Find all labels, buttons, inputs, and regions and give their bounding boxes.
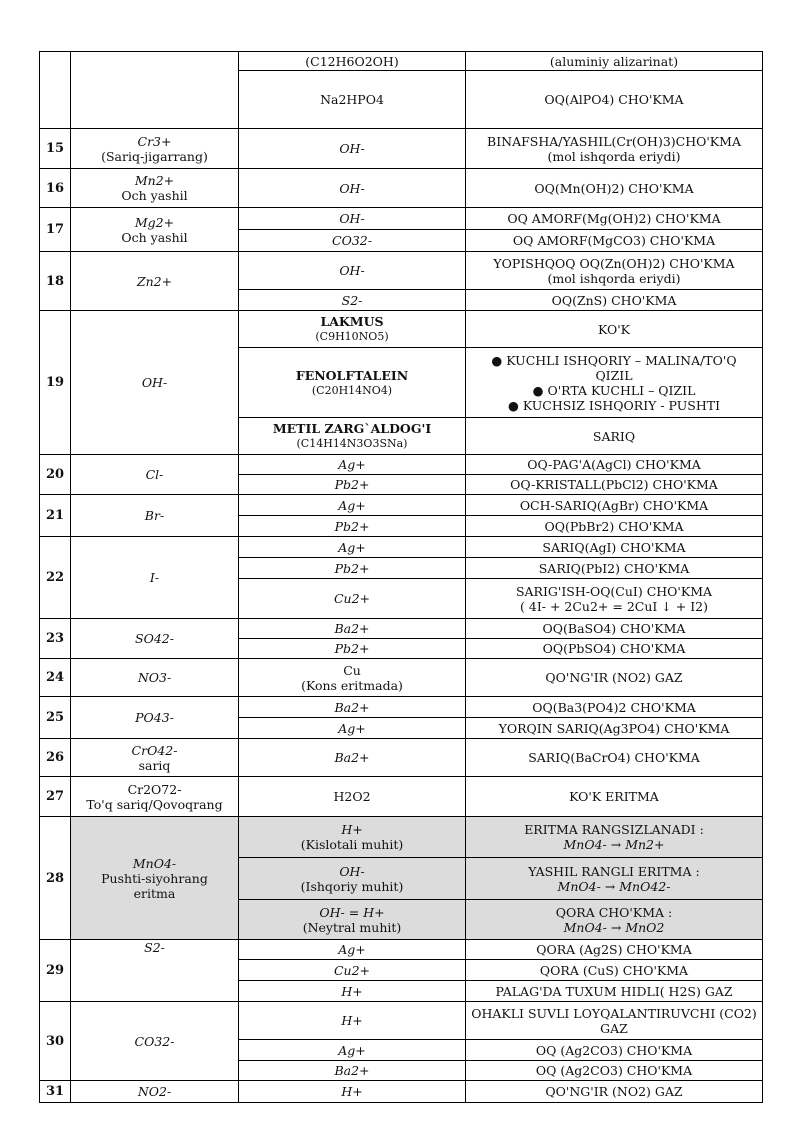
result-cell: OQ(Ba3(PO4)2 CHO'KMA [466,697,763,718]
ion-cell [71,52,239,129]
result-line: QORA CHO'KMA : [555,904,673,920]
reagent-formula: OH- [339,863,365,879]
number-cell: 24 [40,659,71,697]
reagent-cell: OH- [239,252,466,290]
ion-cell: NO3- [71,659,239,697]
indicator-formula: (C14H14N3O3SNa) [296,437,408,450]
reagent-cell: Pb2+ [239,516,466,537]
number-cell: 31 [40,1081,71,1103]
reagent-cell: H+ [239,1002,466,1040]
reagent-cell: CO32- [239,230,466,252]
result-cell: (aluminiy alizarinat) [466,52,763,71]
number-cell: 26 [40,739,71,777]
reagent-formula: Cu [343,662,361,678]
ion-cell: S2- [71,940,239,1002]
result-cell: OQ(PbSO4) CHO'KMA [466,639,763,659]
reagent-cell: Cu2+ [239,960,466,981]
reagent-formula: OH- = H+ [319,904,385,920]
indicator-formula: (C20H14NO4) [311,383,393,397]
reagent-cell: Ba2+ [239,739,466,777]
result-cell: OQ AMORF(MgCO3) CHO'KMA [466,230,763,252]
reagent-cell: OH- [239,169,466,208]
ion-formula: CrO42- [131,742,178,758]
ion-cell [71,208,239,252]
ion-cell: I- [71,537,239,619]
result-cell: OQ(ZnS) CHO'KMA [466,290,763,311]
result-cell: OQ-KRISTALL(PbCl2) CHO'KMA [466,475,763,495]
result-cell: OQ(BaSO4) CHO'KMA [466,619,763,639]
reagent-cell: Ag+ [239,537,466,558]
reaction-equation: ( 4I- + 2Cu2+ = 2CuI ↓ + I2) [520,598,708,614]
reagent-note: (Neytral muhit) [302,919,402,935]
number-cell: 18 [40,252,71,311]
reagent-cell: Ba2+ [239,1061,466,1081]
ion-cell [71,817,239,940]
ion-formula: Mn2+ [134,173,175,188]
reagent-cell: H+ [239,1081,466,1103]
ion-cell: Br- [71,495,239,537]
reagent-cell [239,858,466,900]
ion-cell [71,739,239,777]
result-cell: SARIQ [466,418,763,455]
result-cell: OQ (Ag2CO3) CHO'KMA [466,1061,763,1081]
reaction-equation: MnO4- → Mn2+ [563,837,665,852]
reagent-note: (Ishqoriy muhit) [300,878,404,894]
reagent-cell: Pb2+ [239,475,466,495]
result-line: ERITMA RANGSIZLANADI : [524,822,704,837]
reagent-cell: Cu2+ [239,579,466,619]
result-line: OHAKLI SUVLI LOYQALANTIRUVCHI (CO2) [471,1005,757,1021]
result-cell [466,817,763,858]
ion-note: (Sariq-jigarrang) [101,148,208,164]
ion-cell: OH- [71,311,239,455]
number-cell: 29 [40,940,71,1002]
number-cell: 16 [40,169,71,208]
result-cell [466,348,763,418]
ion-formula: Cr2O72- [127,781,182,797]
result-cell [466,579,763,619]
reagent-cell: Ba2+ [239,697,466,718]
number-cell: 27 [40,777,71,817]
ion-note: Och yashil [121,229,188,245]
ion-cell: PO43- [71,697,239,739]
ion-cell [71,129,239,169]
reagent-cell: Ag+ [239,455,466,475]
reagent-cell: H2O2 [239,777,466,817]
result-cell [466,252,763,290]
reaction-equation: MnO4- → MnO42- [557,878,671,894]
result-cell: OCH-SARIQ(AgBr) CHO'KMA [466,495,763,516]
reagent-cell: Ba2+ [239,619,466,639]
result-cell: YORQIN SARIQ(Ag3PO4) CHO'KMA [466,718,763,739]
number-cell: 25 [40,697,71,739]
ion-cell [71,169,239,208]
result-line: QIZIL [595,367,633,383]
number-cell: 19 [40,311,71,455]
reagent-cell: Na2HPO4 [239,71,466,129]
result-cell: SARIQ(AgI) CHO'KMA [466,537,763,558]
indicator-cell [239,348,466,418]
reaction-equation: MnO4- → MnO2 [563,919,665,935]
result-cell: PALAG'DA TUXUM HIDLI( H2S) GAZ [466,981,763,1002]
ion-note: sariq [138,757,171,773]
reagent-cell: OH- [239,208,466,230]
reagent-cell: Pb2+ [239,558,466,579]
result-cell: OQ(PbBr2) CHO'KMA [466,516,763,537]
result-cell: QORA (CuS) CHO'KMA [466,960,763,981]
result-line: (mol ishqorda eriydi) [547,148,681,164]
ion-cell: SO42- [71,619,239,659]
result-cell: QO'NG'IR (NO2) GAZ [466,659,763,697]
result-cell [466,129,763,169]
reagent-cell: Ag+ [239,940,466,960]
result-cell: OQ(AlPO4) CHO'KMA [466,71,763,129]
indicator-cell [239,311,466,348]
reagent-cell: Ag+ [239,718,466,739]
reagent-cell: Pb2+ [239,639,466,659]
indicator-formula: (C9H10NO5) [315,330,389,343]
ion-note: Pushti-siyohrang [101,870,208,886]
reagent-cell: H+ [239,981,466,1002]
reagent-cell [239,659,466,697]
result-cell [466,1002,763,1040]
number-cell [40,52,71,129]
reagent-cell: Ag+ [239,1040,466,1061]
result-line: SARIG'ISH-OQ(CuI) CHO'KMA [515,583,713,599]
ion-cell [71,777,239,817]
ion-note: eritma [133,885,176,901]
reagent-cell: S2- [239,290,466,311]
result-line: YASHIL RANGLI ERITMA : [528,863,700,879]
indicator-name: FENOLFTALEIN [295,367,409,383]
ion-cell: Zn2+ [71,252,239,311]
reagent-cell [239,817,466,858]
result-cell: KO'K ERITMA [466,777,763,817]
result-cell: KO'K [466,311,763,348]
number-cell: 30 [40,1002,71,1081]
result-line: BINAFSHA/YASHIL(Cr(OH)3)CHO'KMA [487,133,741,149]
ion-note: Och yashil [121,188,188,203]
number-cell: 28 [40,817,71,940]
reagent-note: (Kislotali muhit) [300,837,404,852]
number-cell: 23 [40,619,71,659]
result-line: ● KUCHSIZ ISHQORIY - PUSHTI [507,397,721,413]
number-cell: 21 [40,495,71,537]
reagent-cell: (C12H6O2OH) [239,52,466,71]
result-cell [466,858,763,900]
indicator-name: METIL ZARG`ALDOG'I [272,421,432,436]
reagent-cell [239,900,466,940]
result-cell: SARIQ(PbI2) CHO'KMA [466,558,763,579]
result-cell: SARIQ(BaCrO4) CHO'KMA [466,739,763,777]
result-line: (mol ishqorda eriydi) [547,270,681,286]
number-cell: 22 [40,537,71,619]
reagent-cell: Ag+ [239,495,466,516]
number-cell: 20 [40,455,71,495]
ion-note: To'q sariq/Qovoqrang [86,796,223,812]
result-line: GAZ [600,1020,628,1036]
ion-formula: MnO4- [132,855,177,871]
result-cell: OQ-PAG'A(AgCl) CHO'KMA [466,455,763,475]
result-cell: OQ(Mn(OH)2) CHO'KMA [466,169,763,208]
result-line: ● O'RTA KUCHLI – QIZIL [532,382,696,398]
ion-cell: CO32- [71,1002,239,1081]
indicator-name: LAKMUS [320,314,384,329]
result-cell: QORA (Ag2S) CHO'KMA [466,940,763,960]
ion-cell: Cl- [71,455,239,495]
qualitative-reactions-table [39,51,763,1103]
ion-cell: NO2- [71,1081,239,1103]
result-cell: OQ (Ag2CO3) CHO'KMA [466,1040,763,1061]
indicator-cell [239,418,466,455]
result-line: YOPISHQOQ OQ(Zn(OH)2) CHO'KMA [493,255,735,271]
reagent-formula: H+ [341,822,363,837]
reagent-note: (Kons eritmada) [301,677,403,693]
ion-formula: Mg2+ [134,214,175,230]
result-cell: QO'NG'IR (NO2) GAZ [466,1081,763,1103]
result-cell: OQ AMORF(Mg(OH)2) CHO'KMA [466,208,763,230]
number-cell: 17 [40,208,71,252]
ion-formula: Cr3+ [137,133,172,149]
reagent-cell: OH- [239,129,466,169]
number-cell: 15 [40,129,71,169]
result-cell [466,900,763,940]
result-line: ● KUCHLI ISHQORIY – MALINA/TO'Q [491,352,737,368]
